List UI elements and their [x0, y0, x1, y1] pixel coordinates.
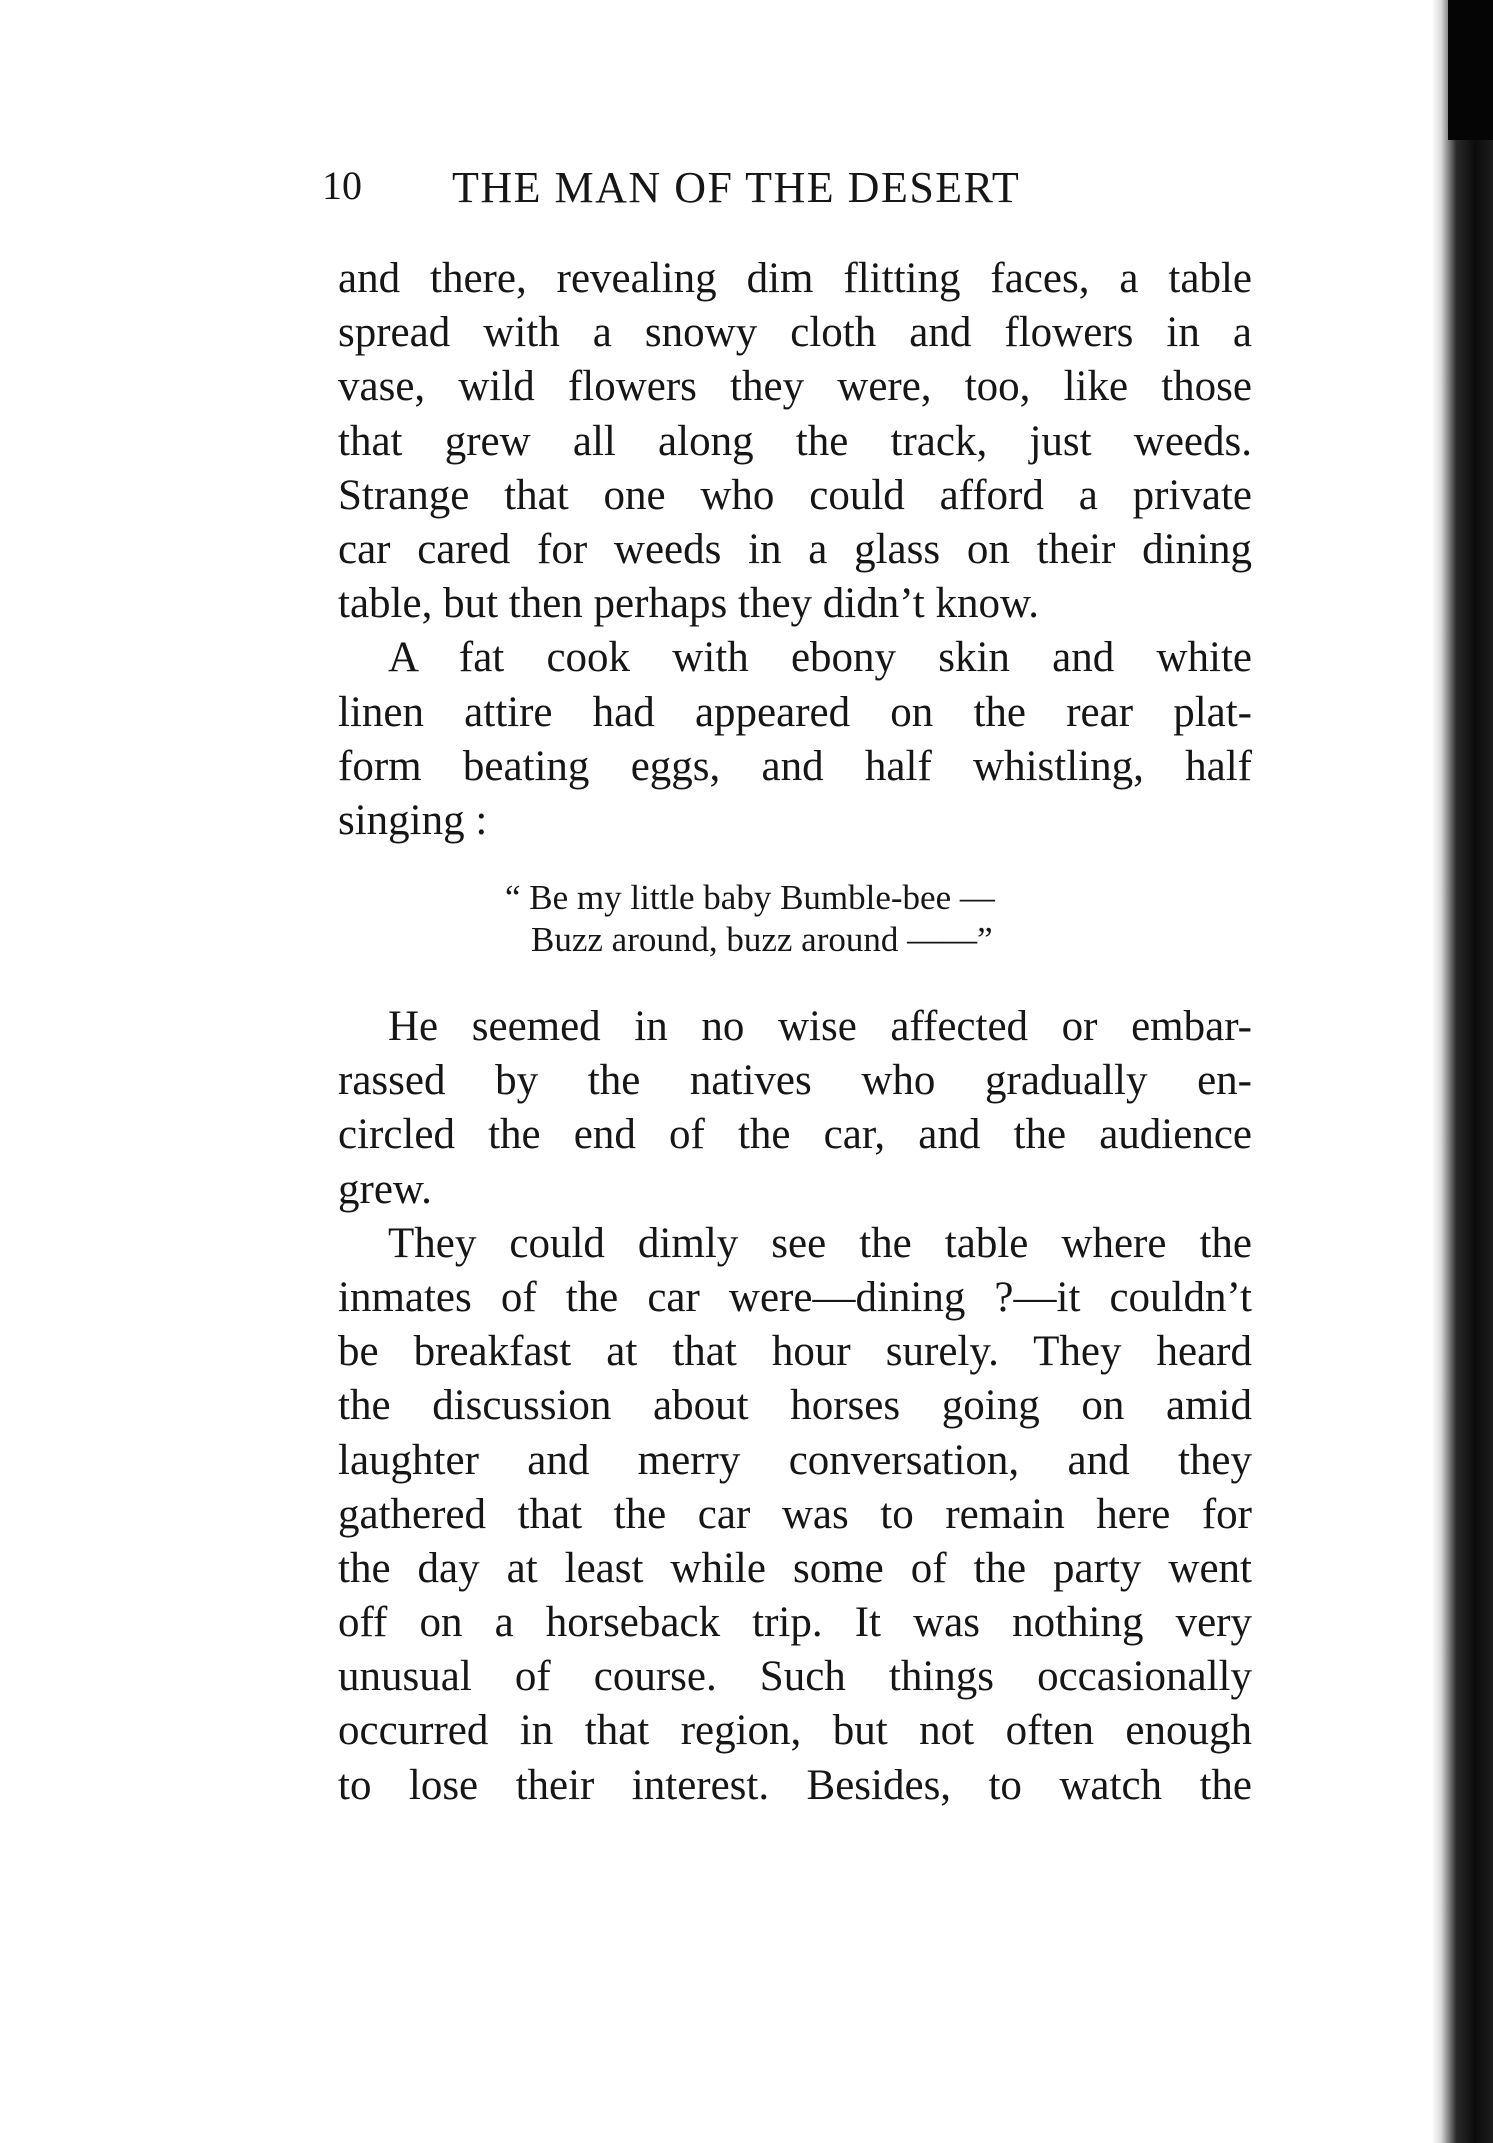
page-edge-shadow [1432, 0, 1493, 2143]
text-line: form beating eggs, and half whistling, half [338, 742, 1252, 790]
text-line: that grew all along the track, just weeds. [338, 417, 1252, 465]
text-line: linen attire had appeared on the rear plat- [338, 688, 1252, 736]
page-header [322, 162, 1162, 222]
body-text-upper [338, 252, 1252, 848]
text-line: the discussion about horses going on amid [338, 1382, 1252, 1430]
text-line: to lose their interest. Besides, to watch the [338, 1761, 1252, 1809]
page-edge-dark [1448, 0, 1493, 140]
text-line: vase, wild flowers they were, too, like those [338, 363, 1252, 411]
text-line: gathered that the car was to remain here for [338, 1490, 1252, 1538]
text-line: inmates of the car were—dining ?—it couldn’t [338, 1273, 1252, 1321]
text-line: off on a horseback trip. It was nothing very [338, 1599, 1252, 1647]
text-line: table, but then perhaps they didn’t know. [338, 580, 1039, 628]
text-line: grew. [338, 1165, 432, 1213]
song-verse [505, 877, 1125, 961]
text-line: singing : [338, 796, 488, 844]
verse-line: “ Be my little baby Bumble-bee — [505, 878, 995, 917]
text-line: A fat cook with ebony skin and white [388, 634, 1252, 682]
text-line: spread with a snowy cloth and flowers in a [338, 309, 1252, 357]
text-line: circled the end of the car, and the audience [338, 1111, 1252, 1159]
verse-line: Buzz around, buzz around ——” [531, 920, 993, 959]
text-line: unusual of course. Such things occasionally [338, 1653, 1252, 1701]
text-line: be breakfast at that hour surely. They heard [338, 1328, 1252, 1376]
text-line: rassed by the natives who gradually en- [338, 1057, 1252, 1105]
body-text-lower [338, 1000, 1252, 1813]
text-line: He seemed in no wise affected or embar- [388, 1003, 1252, 1050]
text-line: Strange that one who could afford a private [338, 471, 1252, 519]
text-line: and there, revealing dim flitting faces, a table [338, 255, 1252, 302]
text-line: car cared for weeds in a glass on their dining [338, 525, 1252, 573]
page-number: 10 [322, 163, 362, 208]
text-line: They could dimly see the table where the [388, 1219, 1252, 1267]
text-line: the day at least while some of the party went [338, 1544, 1252, 1592]
text-line: laughter and merry conversation, and they [338, 1436, 1252, 1484]
running-title: THE MAN OF THE DESERT [452, 163, 1021, 212]
text-line: occurred in that region, but not often enough [338, 1707, 1252, 1755]
